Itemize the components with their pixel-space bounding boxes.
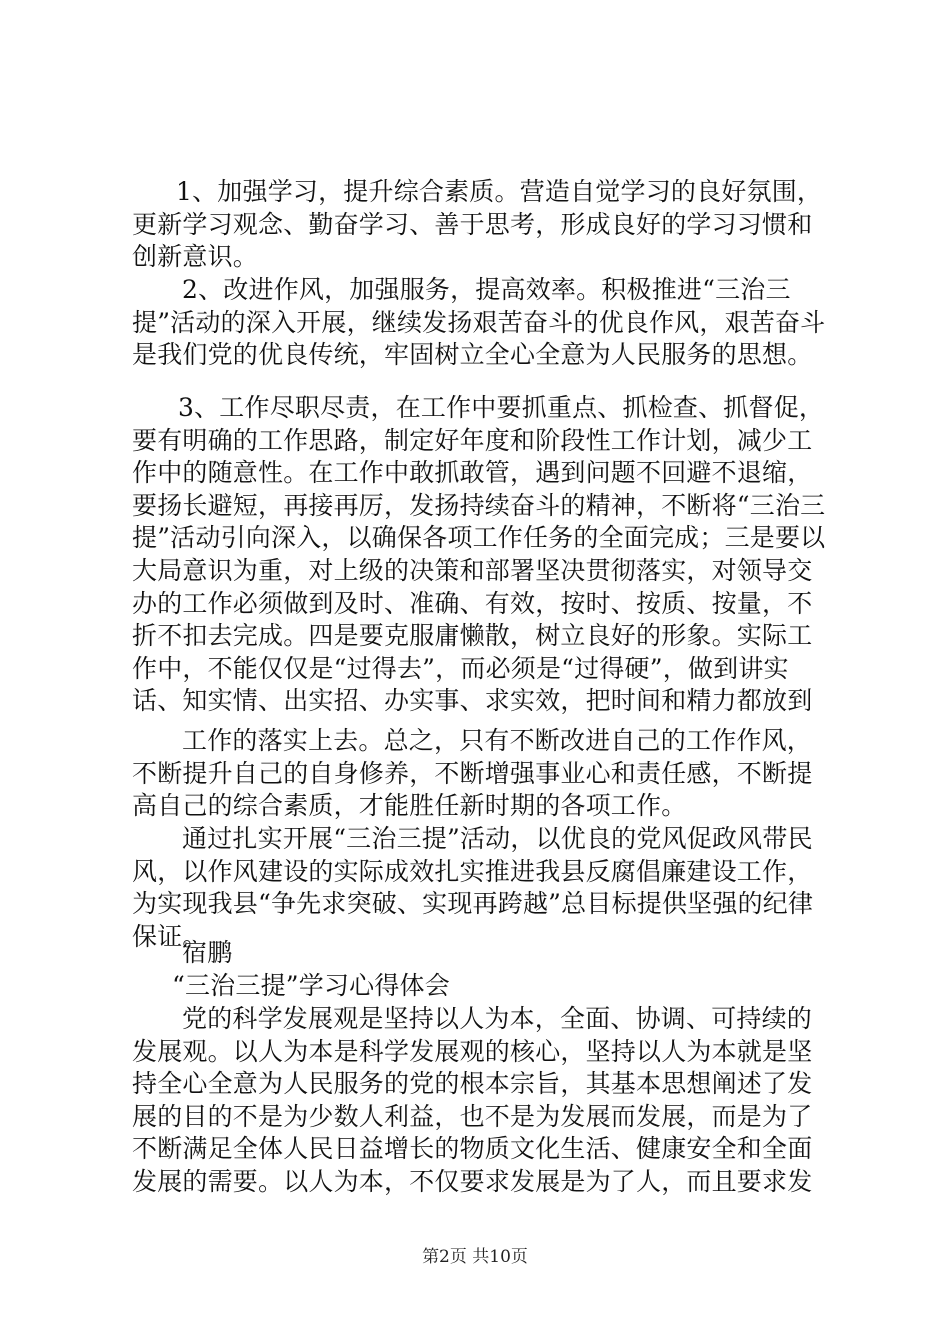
paragraph-4: 工作的落实上去。总之，只有不断改进自己的工作作风，不断提升自己的自身修养，不断增强事业心和责任感，不断提高自己的综合素质，才能胜任新时期的各项工作。 [132, 726, 813, 821]
page-footer: 第2页 共10页 [422, 1247, 528, 1267]
author-name: 宿鹏 [182, 938, 233, 967]
paragraph-2: 2、改进作风，加强服务，提高效率。积极推进“三治三提”活动的深入开展，继续发扬艰苦奋斗的优良作风，艰苦奋斗是我们党的优良传统，牢固树立全心全意为人民服务的思想。 [132, 275, 826, 370]
article-title: “三治三提”学习心得体会 [172, 971, 450, 1000]
paragraph-5: 通过扎实开展“三治三提”活动，以优良的党风促政风带民风，以作风建设的实际成效扎实推进我县反腐倡廉建设工作，为实现我县“争先求突破、实现再跨越”总目标提供坚强的纪律保证。 [132, 824, 814, 951]
paragraph-6: 党的科学发展观是坚持以人为本，全面、协调、可持续的发展观。以人为本是科学发展观的核心，坚持以人为本就是坚持全心全意为人民服务的党的根本宗旨，其基本思想阐述了发展的目的不是为少数人利益，也不是为发展而发展，而是为了不断满足全体人民日益增长的物质文化生活、健康安全和全面发展的需要。以人为本，不仅要求发展是为了人，而且要求发 [132, 1004, 813, 1196]
paragraph-1: 1、加强学习，提升综合素质。营造自觉学习的良好氛围，更新学习观念、勤奋学习、善于思考，形成良好的学习习惯和创新意识。 [132, 177, 823, 272]
paragraph-3: 3、工作尽职尽责，在工作中要抓重点、抓检查、抓督促，要有明确的工作思路，制定好年度和阶段性工作计划，减少工作中的随意性。在工作中敢抓敢管，遇到问题不回避不退缩，要扬长避短，再接再厉，发扬持续奋斗的精神，不断将“三治三提”活动引向深入，以确保各项工作任务的全面完成；三是要以大局意识为重，对上级的决策和部署坚决贯彻落实，对领导交办的工作必须做到及时、准确、有效，按时、按质、按量，不折不扣去完成。四是要克服庸懒散，树立良好的形象。实际工作中，不能仅仅是“过得去”，而必须是“过得硬”，做到讲实话、知实情、出实招、办实事、求实效，把时间和精力都放到 [132, 393, 826, 716]
